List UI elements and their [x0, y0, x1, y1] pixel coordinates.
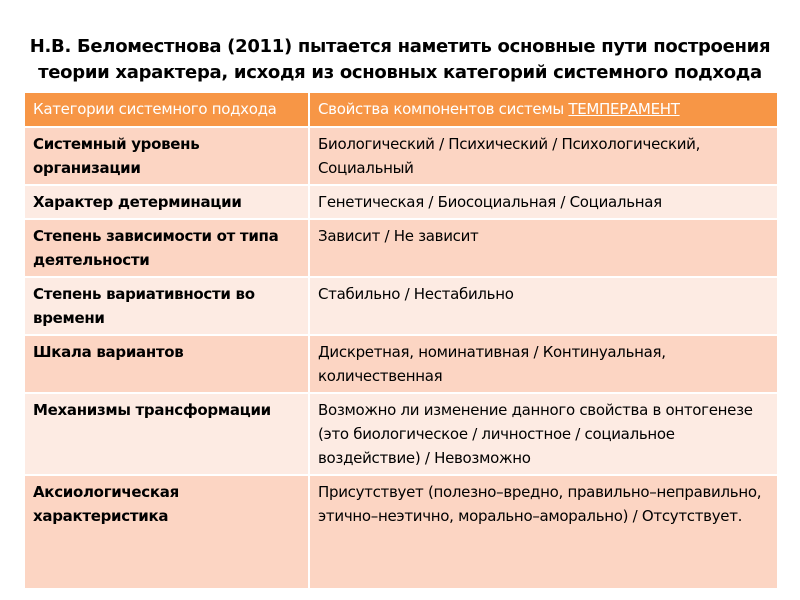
row-value: Дискретная, номинативная / Континуальная, количественная	[309, 335, 778, 393]
table-row	[24, 219, 778, 277]
row-category: Шкала вариантов	[24, 335, 309, 393]
table-row	[24, 127, 778, 185]
table-row	[24, 185, 778, 219]
title-line-2: теории характера, исходя из основных категорий системного подхода	[38, 62, 762, 83]
row-category: Характер детерминации	[24, 185, 309, 219]
row-value: Стабильно / Нестабильно	[309, 277, 778, 335]
properties-table	[23, 91, 779, 590]
table-row	[24, 335, 778, 393]
row-category: Системный уровень организации	[24, 127, 309, 185]
title-line-1: Н.В. Беломестнова (2011) пытается наметить основные пути построения	[29, 36, 771, 57]
row-value: Генетическая / Биосоциальная / Социальная	[309, 185, 778, 219]
table-header	[24, 92, 778, 127]
table-header-row	[24, 92, 778, 127]
header-properties-prefix: Свойства компонентов системы	[318, 100, 569, 118]
table-row	[24, 475, 778, 589]
row-value: Биологический / Психический / Психологический, Социальный	[309, 127, 778, 185]
row-category: Аксиологическая характеристика	[24, 475, 309, 589]
header-categories: Категории системного подхода	[24, 92, 309, 127]
slide-title	[20, 34, 780, 86]
table-body	[24, 127, 778, 589]
table-row	[24, 277, 778, 335]
row-category: Механизмы трансформации	[24, 393, 309, 475]
row-category: Степень зависимости от типа деятельности	[24, 219, 309, 277]
row-category: Степень вариативности во времени	[24, 277, 309, 335]
row-value: Зависит / Не зависит	[309, 219, 778, 277]
table-row	[24, 393, 778, 475]
row-value: Присутствует (полезно–вредно, правильно–неправильно, этично–неэтично, морально–аморально) / Отсутствует.	[309, 475, 778, 589]
row-value: Возможно ли изменение данного свойства в онтогенезе (это биологическое / личностное / социальное воздействие) / Невозможно	[309, 393, 778, 475]
header-properties	[309, 92, 778, 127]
header-temperament-link[interactable]: ТЕМПЕРАМЕНТ	[568, 100, 680, 118]
